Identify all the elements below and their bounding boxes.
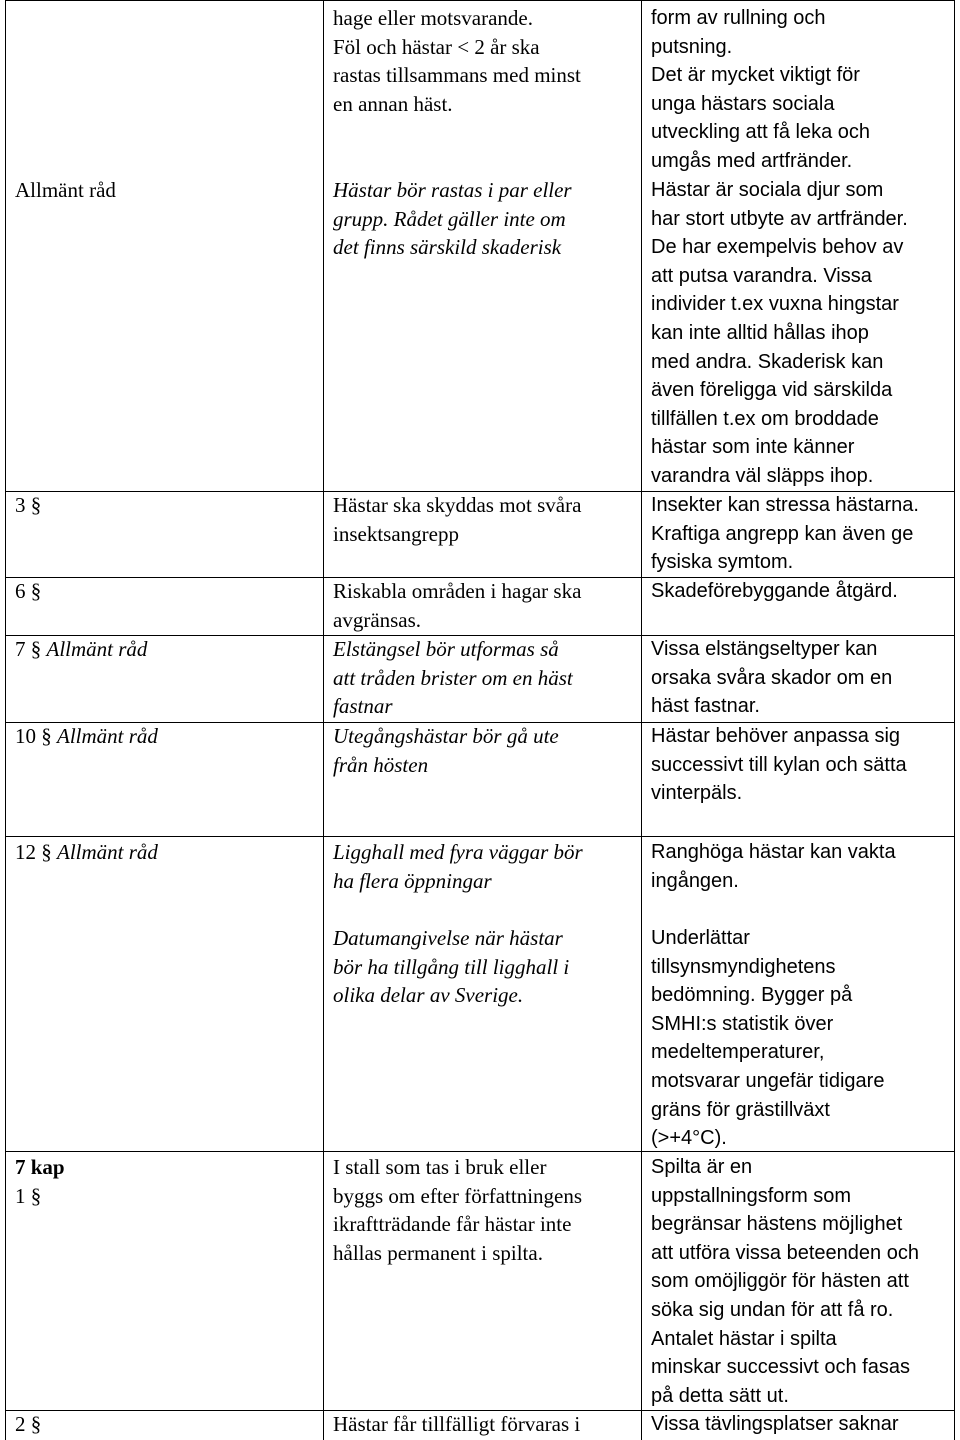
- rule-line: ha flera öppningar: [333, 868, 492, 893]
- comment-line: som omöjliggör för hästen att: [651, 1270, 909, 1293]
- comment-line: hästar som inte känner: [651, 436, 855, 459]
- comment-line: bedömning. Bygger på: [651, 984, 853, 1007]
- section-number: 3: [15, 493, 26, 517]
- comment-line: utveckling att få leka och: [651, 121, 871, 144]
- comment-line: medeltemperaturer,: [651, 1041, 825, 1064]
- rule-line: hage eller motsvarande.: [333, 6, 533, 30]
- comment-line: tillsynsmyndighetens: [651, 955, 836, 978]
- section-sign-icon: §: [30, 493, 42, 517]
- comment-line: minskar successivt och fasas: [651, 1356, 910, 1379]
- reference-cell: [15, 838, 325, 867]
- comment-line: (>+4°C).: [651, 1127, 727, 1150]
- comment-line: Skadeförebyggande åtgärd.: [651, 580, 898, 602]
- rule-line: en annan häst.: [333, 91, 453, 116]
- comment-cell: [651, 4, 951, 176]
- section-number: 2: [15, 1412, 26, 1436]
- comment-line: Vissa tävlingsplatser saknar: [651, 1413, 899, 1435]
- comment-line: Insekter kan stressa hästarna.: [651, 494, 919, 516]
- section-number: 7: [15, 637, 26, 661]
- comment-line: Antalet hästar i spilta: [651, 1327, 837, 1350]
- rule-cell: [333, 635, 633, 721]
- comment-line: vinterpäls.: [651, 782, 743, 805]
- section-sign-icon: §: [30, 1183, 42, 1208]
- table-border-left: [5, 0, 6, 1440]
- section-sign-icon: §: [30, 579, 42, 603]
- rule-cell: [333, 838, 633, 895]
- comment-line: successivt till kylan och sätta: [651, 753, 907, 776]
- comment-line: gräns för grästillväxt: [651, 1098, 830, 1121]
- comment-cell: [651, 924, 951, 1153]
- rule-cell: [333, 491, 633, 548]
- comment-line: orsaka svåra skador om en: [651, 666, 893, 689]
- rule-line: insektsangrepp: [333, 521, 459, 546]
- comment-line: med andra. Skaderisk kan: [651, 350, 884, 373]
- row-separator: [5, 0, 955, 1]
- reference-label: Allmänt råd: [15, 178, 116, 202]
- comment-cell: [651, 176, 951, 491]
- rule-line: hållas permanent i spilta.: [333, 1240, 543, 1265]
- rule-line: Ligghall med fyra väggar bör: [333, 840, 583, 864]
- comment-line: motsvarar ungefär tidigare: [651, 1069, 885, 1092]
- comment-line: ingången.: [651, 869, 739, 892]
- section-sign-icon: §: [30, 1412, 42, 1436]
- rule-line: byggs om efter författningens: [333, 1183, 583, 1208]
- table-divider-2: [641, 0, 642, 1440]
- comment-line: häst fastnar.: [651, 695, 760, 718]
- comment-line: SMHI:s statistik över: [651, 1012, 834, 1035]
- comment-line: Kraftiga angrepp kan även ge: [651, 522, 914, 545]
- comment-line: Ranghöga hästar kan vakta: [651, 841, 896, 863]
- table-border-right: [954, 0, 955, 1440]
- section-number: 1: [15, 1183, 26, 1208]
- rule-cell: [333, 176, 633, 262]
- comment-line: De har exempelvis behov av: [651, 236, 904, 259]
- reference-cell: [15, 176, 325, 205]
- rule-line: från hösten: [333, 752, 429, 777]
- comment-line: form av rullning och: [651, 7, 826, 29]
- comment-line: kan inte alltid hållas ihop: [651, 321, 869, 344]
- comment-line: Underlättar: [651, 927, 750, 949]
- section-sign-icon: §: [41, 724, 52, 748]
- rule-line: ikraftträdande får hästar inte: [333, 1212, 572, 1237]
- rule-line: Hästar får tillfälligt förvaras i: [333, 1412, 581, 1436]
- comment-line: tillfällen t.ex om broddade: [651, 407, 879, 430]
- comment-line: Vissa elstängseltyper kan: [651, 638, 878, 660]
- reference-cell: [15, 1410, 325, 1439]
- rule-line: att tråden brister om en häst: [333, 665, 573, 690]
- comment-cell: [651, 1410, 951, 1439]
- comment-line: har stort utbyte av artfränder.: [651, 207, 908, 230]
- chapter-label: 7 kap: [15, 1155, 65, 1179]
- comment-cell: [651, 838, 951, 895]
- comment-line: varandra väl släpps ihop.: [651, 464, 874, 487]
- section-number: 10: [15, 724, 36, 748]
- rule-line: avgränsas.: [333, 607, 422, 632]
- comment-cell: [651, 722, 951, 808]
- comment-line: söka sig undan för att få ro.: [651, 1298, 894, 1321]
- rule-line: grupp. Rådet gäller inte om: [333, 206, 566, 231]
- comment-line: att utföra vissa beteenden och: [651, 1241, 919, 1264]
- reference-cell: [15, 722, 325, 751]
- comment-line: individer t.ex vuxna hingstar: [651, 293, 899, 316]
- reference-cell: [15, 1153, 325, 1210]
- rule-line: Föl och hästar < 2 år ska: [333, 34, 540, 59]
- rule-line: bör ha tillgång till ligghall i: [333, 954, 570, 979]
- rule-line: Hästar ska skyddas mot svåra: [333, 493, 582, 517]
- comment-line: unga hästars sociala: [651, 92, 835, 115]
- reference-cell: [15, 491, 325, 520]
- comment-line: Hästar är sociala djur som: [651, 179, 884, 201]
- table-row: [333, 4, 633, 118]
- section-sign-icon: §: [41, 840, 52, 864]
- section-number: 12: [15, 840, 36, 864]
- comment-line: uppstallningsform som: [651, 1184, 852, 1207]
- comment-line: Spilta är en: [651, 1156, 753, 1178]
- rule-line: rastas tillsammans med minst: [333, 63, 581, 88]
- rule-line: I stall som tas i bruk eller: [333, 1155, 547, 1179]
- comment-line: fysiska symtom.: [651, 551, 794, 574]
- reference-cell: [15, 577, 325, 606]
- section-number: 6: [15, 579, 26, 603]
- rule-line: Elstängsel bör utformas så: [333, 637, 559, 661]
- rule-line: Datumangivelse när hästar: [333, 926, 563, 950]
- comment-cell: [651, 1153, 951, 1410]
- comment-line: Hästar behöver anpassa sig: [651, 725, 901, 747]
- table-divider-1: [323, 0, 324, 1440]
- comment-line: att putsa varandra. Vissa: [651, 264, 872, 287]
- comment-line: begränsar hästens möjlighet: [651, 1213, 903, 1236]
- rule-line: det finns särskild skaderisk: [333, 235, 562, 260]
- rule-line: Utegångshästar bör gå ute: [333, 724, 559, 748]
- row-separator: [5, 836, 955, 837]
- rule-cell: [333, 577, 633, 634]
- reference-label: Allmänt råd: [46, 637, 148, 661]
- rule-cell: [333, 1153, 633, 1267]
- rule-line: olika delar av Sverige.: [333, 983, 524, 1008]
- comment-line: umgås med artfränder.: [651, 149, 853, 172]
- reference-label: Allmänt råd: [57, 724, 158, 748]
- comment-line: på detta sätt ut.: [651, 1384, 789, 1407]
- comment-cell: [651, 577, 951, 606]
- reference-label: Allmänt råd: [57, 840, 158, 864]
- rule-cell: [333, 924, 633, 1010]
- rule-cell: [333, 722, 633, 779]
- rule-cell: [333, 1410, 633, 1439]
- rule-line: Hästar bör rastas i par eller: [333, 178, 572, 202]
- comment-line: även föreligga vid särskilda: [651, 379, 893, 402]
- rule-line: fastnar: [333, 694, 393, 719]
- reference-cell: [15, 635, 325, 664]
- section-sign-icon: §: [30, 637, 42, 661]
- comment-cell: [651, 635, 951, 721]
- rule-line: Riskabla områden i hagar ska: [333, 579, 582, 603]
- comment-line: Det är mycket viktigt för: [651, 64, 860, 87]
- comment-line: putsning.: [651, 35, 733, 58]
- comment-cell: [651, 491, 951, 577]
